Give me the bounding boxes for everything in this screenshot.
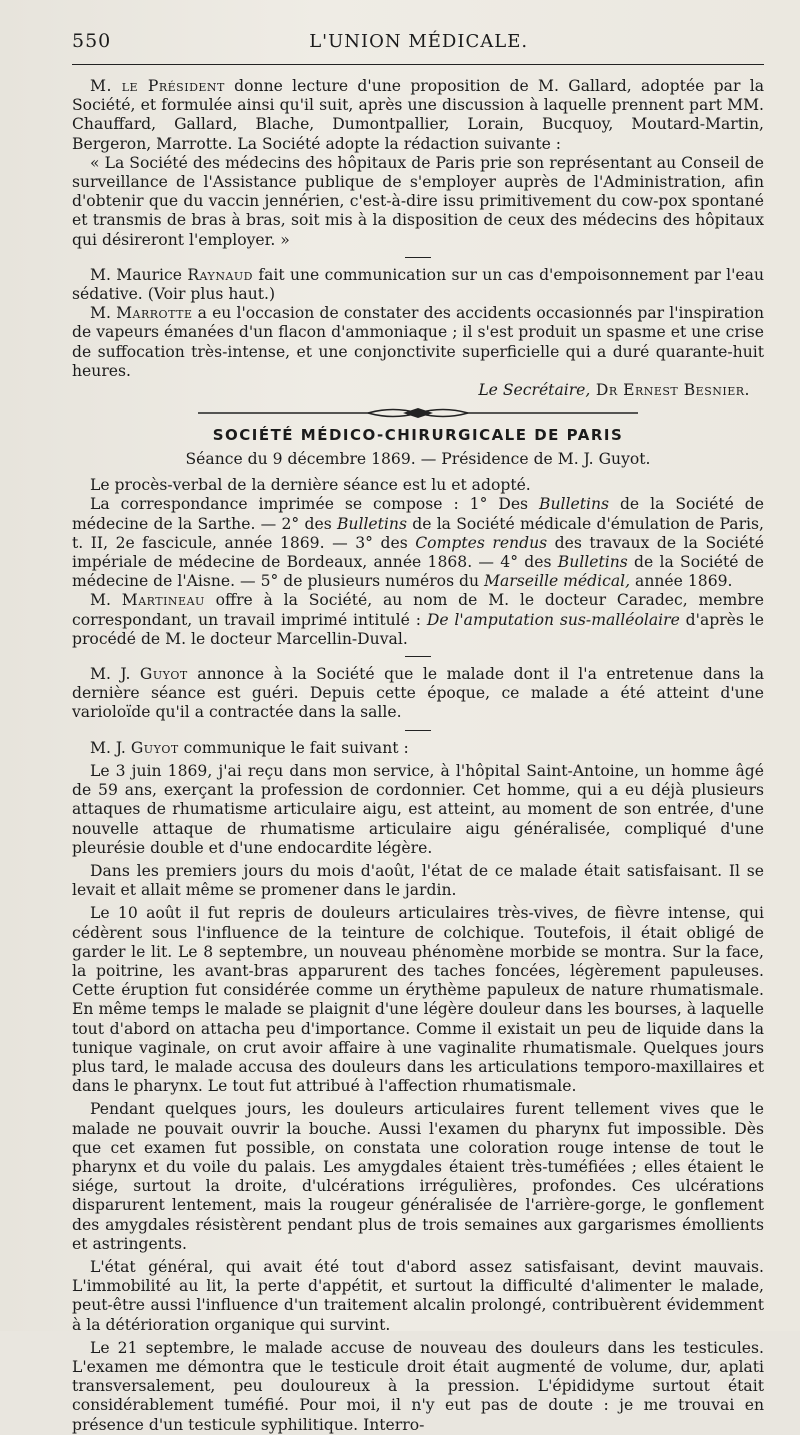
separator-dash (405, 257, 431, 258)
resolution-quote: « La Société des médecins des hôpitaux de Paris prie son représentant au Conseil de surveillance de l'Assistance publique de s'employer auprès de l'Administration, afin d'obtenir que du vaccin jennérien, c'est-à-dire issu primitivement du cow-pox spontané et transmis de bras à bras, soit mis à la disposition de ceux des médecins des hôpitaux qui désireront l'employer. » (72, 153, 764, 249)
martineau-title: De l'amputation sus-malléolaire (426, 610, 680, 629)
proces-verbal-paragraph: Le procès-verbal de la dernière séance est lu et adopté. (90, 476, 531, 495)
ornament-icon (198, 406, 638, 420)
signature-name: Dr Ernest Besnier. (590, 381, 750, 400)
journal-title: L'UNION MÉDICALE. (309, 31, 529, 52)
guyot-announce-paragraph (72, 665, 764, 723)
corr-a: La correspondance imprimée se compose : 1° Des (90, 495, 539, 514)
marrotte-lead: M. (90, 304, 117, 323)
page-number: 550 (72, 30, 112, 52)
corr-d: Bulletins (336, 514, 407, 533)
case-paragraph: Le 10 août il fut repris de douleurs articulaires très-vives, de fièvre intense, qui cédèrent sous l'influence de la teinture de colchique. Toutefois, il était obligé de garder le lit. Le 8 septembre, un nouveau phénomène morbide se montra. Sur la face, la poitrine, les avant-bras apparurent des taches foncées, légèrement papuleuses. Cette éruption fut considérée comme un érythème papuleux de nature rhumatismale. En même temps le malade se plaignit d'une légère douleur dans les bourses, à laquelle tout d'abord on attacha peu d'importance. Comme il existait un peu de liquide dans la tunique vaginale, on crut avoir affaire à une vaginalite rhumatismale. Quelques jours plus tard, le malade accusa des douleurs dans les articulations temporo-maxillaires et dans le pharynx. Le tout fut attribué à l'affection rhumatismale. (72, 904, 764, 1096)
corr-b: Bulletins (539, 495, 610, 514)
marrotte-paragraph (72, 304, 764, 381)
corr-f: Comptes rendus (415, 533, 548, 552)
case-paragraph: L'état général, qui avait été tout d'abord assez satisfaisant, devint mauvais. L'immobilité au lit, la perte d'appétit, et surtout la difficulté d'alimenter le malade, peut-être aussi l'influence d'un traitement alcalin prolongé, contribuèrent évidemment à la détérioration organique qui survint. (72, 1257, 764, 1334)
guyot-lead: M. J. (90, 665, 140, 684)
president-lead: M. le Président (90, 77, 225, 95)
running-head (72, 30, 764, 65)
separator-dash-3 (405, 730, 431, 731)
marrotte-name: Marrotte (116, 304, 193, 323)
guyot-text: annonce à la Société que le malade dont il l'a entretenue dans la dernière séance est guéri. Depuis cette époque, ce malade a été atteint d'une varioloïde qu'il a contractée dans la salle. (72, 665, 764, 722)
raynaud-lead: M. Maurice (90, 265, 188, 284)
corr-e: de la Société médicale d'émulation de Paris, t. II, 2e fascicule, année 1869. — 3° des (72, 514, 764, 552)
corr-j: Marseille médical, (484, 572, 631, 591)
raynaud-name: Raynaud (187, 265, 253, 284)
guyot-name-2: Guyot (130, 738, 179, 757)
raynaud-paragraph (72, 266, 764, 304)
guyot-name: Guyot (139, 665, 188, 684)
martineau-name: Martineau (121, 591, 205, 610)
martineau-a: offre à la Société, au nom de M. le docteur Caradec, membre correspondant, un travail imprimé intitulé : (72, 591, 764, 629)
guyot-lead-2: M. J. (90, 738, 131, 757)
corr-i: de la Société de médecine de l'Aisne. — 5° de plusieurs numéros du (72, 553, 764, 591)
guyot-communicates-paragraph (72, 739, 764, 758)
president-text: donne lecture d'une proposition de M. Gallard, adoptée par la Société, et formulée ainsi qu'il suit, après une discussion à laquelle prennent part MM. Chauffard, Gallard, Blache, Dumontpallier, Lorain, Bucquoy, Moutard-Martin, Bergeron, Marrotte. La Société adopte la rédaction suivante : (72, 77, 764, 153)
case-paragraph: Le 21 septembre, le malade accuse de nouveau des douleurs dans les testicules. L'examen me démontra que le testicule droit était augmenté de volume, dur, aplati transversalement, peu douloureux à la pression. L'épididyme surtout était considérablement tuméfié. Pour moi, il n'y eut pas de doute : je me trouvai en présence d'un testicule syphilitique. Interro- (72, 1338, 764, 1434)
separator-dash-2 (405, 656, 431, 657)
martineau-paragraph (72, 591, 764, 649)
section-title: SOCIÉTÉ MÉDICO-CHIRURGICALE DE PARIS (212, 426, 624, 445)
case-paragraph: Pendant quelques jours, les douleurs articulaires furent tellement vives que le malade ne pouvait ouvrir la bouche. Aussi l'examen du pharynx fut impossible. Dès que cet examen fut possible, on constata une coloration rouge intense de tout le pharynx et du voile du palais. Les amygdales étaient très-tuméfiées ; elles étaient le siége, surtout la droite, d'ulcérations irrégulières, profondes. Ces ulcérations disparurent lentement, mais la rougeur généralisée de l'arrière-gorge, le gonflement des amygdales résistèrent pendant plus de trois semaines aux gargarismes émollients et astringents. (72, 1100, 764, 1253)
martineau-c: d'après le procédé de M. le docteur Marcellin-Duval. (72, 610, 764, 648)
secretary-signature (72, 381, 750, 400)
corr-c: de la Société de médecine de la Sarthe. — 2° des (72, 495, 764, 533)
raynaud-text: fait une communication sur un cas d'empoisonnement par l'eau sédative. (Voir plus haut.) (72, 265, 764, 304)
guyot-text-2: communique le fait suivant : (178, 738, 409, 757)
marrotte-text: a eu l'occasion de constater des accidents occasionnés par l'inspiration de vapeurs émanées d'un flacon d'ammoniaque ; il s'est produit un spasme et une crise de suffocation très-intense, et une conjonctivite superficielle qui a duré quarante-huit heures. (72, 304, 764, 380)
ornamental-rule (72, 406, 764, 420)
corr-h: Bulletins (557, 553, 628, 572)
corr-g: des travaux de la Société impériale de médecine de Bordeaux, année 1868. — 4° des (72, 533, 765, 572)
case-paragraph: Dans les premiers jours du mois d'août, l'état de ce malade était satisfaisant. Il se levait et allait même se promener dans le jardin. (72, 861, 764, 900)
correspondance-paragraph (72, 495, 764, 591)
martineau-lead: M. (90, 591, 122, 610)
signature-role: Le Secrétaire, (478, 381, 591, 400)
corr-k: année 1869. (630, 572, 733, 591)
seance-line: Séance du 9 décembre 1869. — Présidence de M. J. Guyot. (185, 450, 651, 469)
president-paragraph (72, 77, 764, 154)
case-paragraph: Le 3 juin 1869, j'ai reçu dans mon service, à l'hôpital Saint-Antoine, un homme âgé de 59 ans, exerçant la profession de cordonnier. Cet homme, qui a eu déjà plusieurs attaques de rhumatisme articulaire aigu, est atteint, au moment de son entrée, d'une nouvelle attaque de rhumatisme articulaire aigu généralisée, compliqué d'une pleurésie double et d'une endocardite légère. (72, 761, 764, 857)
